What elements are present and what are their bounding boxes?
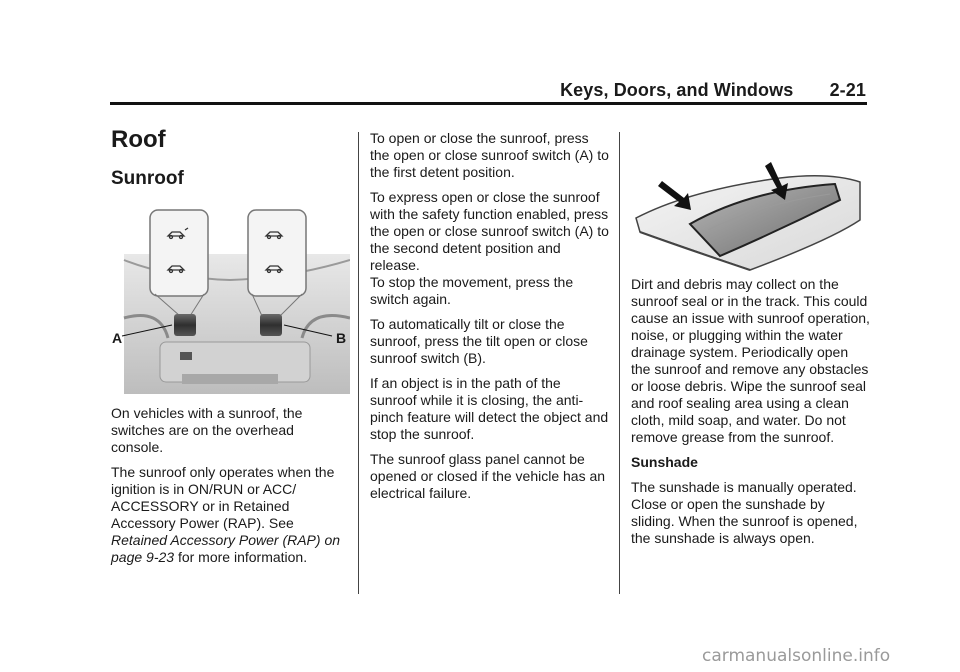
col2-paragraph-1: To open or close the sunroof, press the open or close sunroof switch (A) to the first detent position. (370, 130, 609, 180)
col2-paragraph-2: To express open or close the sunroof with the safety function enabled, press the open or close sunroof switch (A) to the second detent position and release. (370, 189, 609, 273)
col1-paragraph-2: The sunroof only operates when the ignition is in ON/RUN or ACC/ ACCESSORY or in Retained Accessory Power (RAP). See Retained Accessory Power (RAP) on page 9-23 for more information. (111, 464, 341, 565)
console-indicator-icon (180, 352, 192, 360)
zoom-callout-b (248, 210, 306, 296)
col1-paragraph-1: On vehicles with a sunroof, the switches are on the overhead console. (111, 405, 303, 455)
sunroof-switch-a (174, 314, 196, 336)
header-rule (110, 102, 867, 105)
label-b: B (336, 330, 347, 346)
sunroof-roof-figure (630, 160, 870, 275)
column-3 (631, 276, 871, 555)
sunshade-heading: Sunshade (631, 454, 698, 470)
sunroof-switch-b (260, 314, 282, 336)
column-divider-2 (619, 132, 620, 594)
col2-paragraph-5: If an object is in the path of the sunroof while it is closing, the anti-pinch feature will detect the object and stop the sunroof. (370, 375, 609, 442)
cross-reference: Retained Accessory Power (RAP) on page 9-23 (111, 532, 341, 565)
col2-paragraph-3: To stop the movement, press the switch again. (370, 274, 574, 307)
column-1 (111, 405, 346, 574)
page-number: 2-21 (829, 80, 866, 100)
label-a: A (112, 330, 123, 346)
col3-paragraph-2: The sunshade is manually operated. Close or open the sunshade by sliding. When the sunroof is opened, the sunshade is always open. (631, 479, 858, 546)
section-subtitle: Sunroof (111, 168, 184, 189)
page-header (520, 80, 866, 101)
column-divider-1 (358, 132, 359, 594)
watermark: carmanualsonline.info (702, 646, 891, 666)
col2-paragraph-6: The sunroof glass panel cannot be opened or closed if the vehicle has an electrical failure. (370, 451, 606, 501)
chapter-title: Keys, Doors, and Windows (560, 80, 794, 100)
zoom-callout-a (150, 210, 208, 296)
col2-paragraph-4: To automatically tilt or close the sunroof, press the tilt open or close sunroof switch (B). (370, 316, 588, 366)
col3-paragraph-1: Dirt and debris may collect on the sunroof seal or in the track. This could cause an issue with sunroof operation, noise, or plugging within the water drainage system. Periodically open the sunroof and remove any obstacles or loose debris. Wipe the sunroof seal and roof sealing area using a clean cloth, mild soap, and water. Do not remove grease from the sunroof. (631, 276, 870, 445)
column-2 (370, 130, 610, 510)
overhead-console-figure (110, 208, 350, 394)
section-title: Roof (111, 126, 166, 153)
